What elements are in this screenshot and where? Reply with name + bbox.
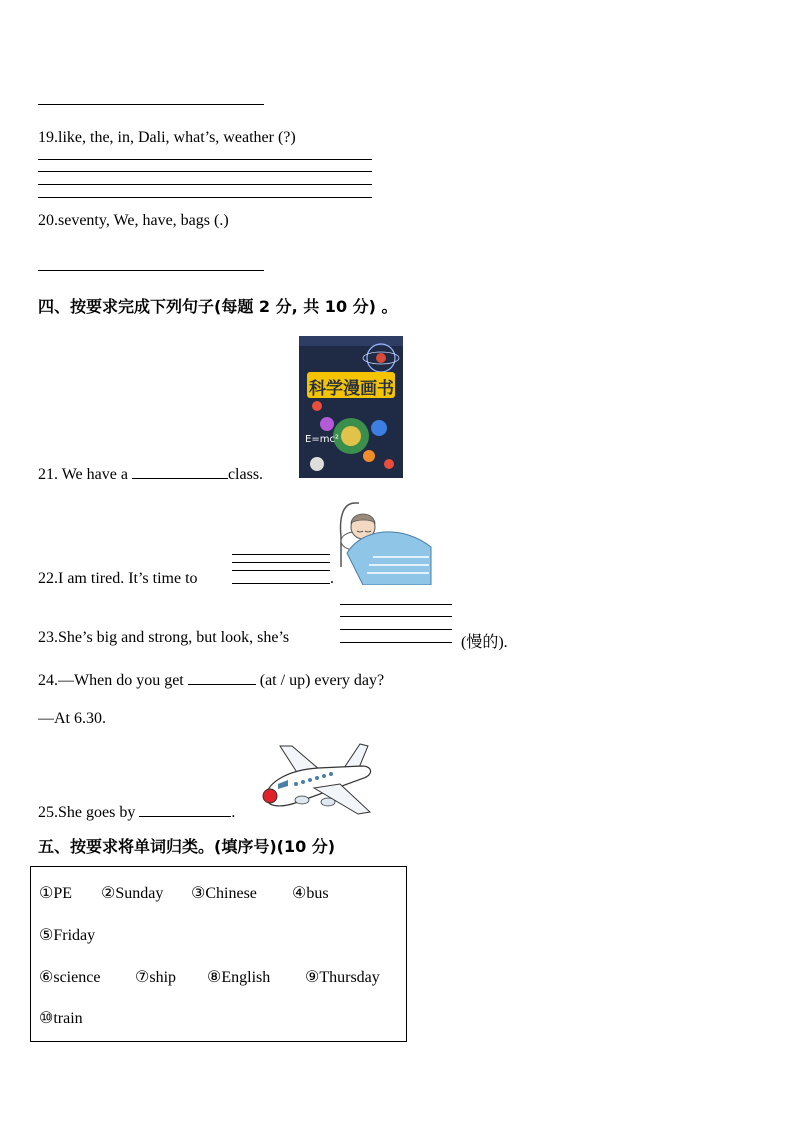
question-22-end: . [330,570,334,587]
section-4-heading: 四、按要求完成下列句子(每题 2 分, 共 10 分) 。 [38,297,398,316]
word-option: ⑥science [39,969,101,986]
question-19 [38,129,296,147]
question-text: seventy, We, have, bags (.) [58,212,229,229]
airplane-image [258,740,376,820]
writing-line[interactable] [340,629,452,630]
answer-blank[interactable] [188,670,256,685]
word-option: ①PE [39,885,73,902]
writing-line[interactable] [38,159,372,160]
word-option: ②Sunday [101,885,164,902]
writing-line[interactable] [38,171,372,172]
question-21 [38,464,263,484]
section-5-heading: 五、按要求将单词归类。(填序号)(10 分) [38,837,336,856]
writing-line[interactable] [232,570,330,571]
writing-line[interactable] [340,604,452,605]
writing-line[interactable] [232,554,330,555]
writing-line[interactable] [38,197,372,198]
word-option: ⑧English [207,969,271,986]
writing-line[interactable] [232,562,330,563]
writing-line[interactable] [340,642,452,643]
question-number: 19. [38,129,58,146]
question-23-hint: (慢的). [461,634,508,651]
question-25 [38,802,235,822]
book-formula: E=mc² [305,434,339,445]
word-option: ③Chinese [191,885,257,902]
question-20 [38,212,229,230]
answer-blank[interactable] [139,802,231,817]
question-text-before: —When do you get [58,672,184,689]
answer-line[interactable] [38,270,264,271]
word-option: ⑤Friday [39,927,96,944]
writing-line[interactable] [232,583,330,584]
question-24 [38,670,384,690]
science-comic-book-cover [299,336,403,478]
word-option: ④bus [292,885,329,902]
word-option: ⑩train [39,1010,83,1027]
question-text-before: She’s big and strong, but look, she’s [58,629,290,646]
question-text-before: I am tired. It’s time to [58,570,198,587]
word-bank-box [30,866,407,1042]
question-number: 25. [38,804,58,821]
question-text-before: She goes by [58,804,136,821]
question-number: 20. [38,212,58,229]
answer-line[interactable] [38,104,264,105]
writing-line[interactable] [38,184,372,185]
book-title: 科学漫画书 [309,379,394,399]
question-number: 23. [38,629,58,646]
sleeping-girl-image [333,497,433,585]
question-24-answer: —At 6.30. [38,710,106,727]
question-number: 22. [38,570,58,587]
answer-blank[interactable] [132,464,228,479]
question-22 [38,570,198,588]
question-text-after: . [231,804,236,821]
writing-line[interactable] [340,616,452,617]
question-23 [38,629,289,647]
question-number: 21 [38,466,54,483]
word-option: ⑦ship [135,969,177,986]
question-text-before: . We have a [54,466,128,483]
question-text-after: class. [227,466,264,483]
question-text: like, the, in, Dali, what’s, weather (?) [58,129,296,146]
question-number: 24. [38,672,58,689]
question-hint: (at / up) every day? [259,672,385,689]
word-option: ⑨Thursday [305,969,380,986]
